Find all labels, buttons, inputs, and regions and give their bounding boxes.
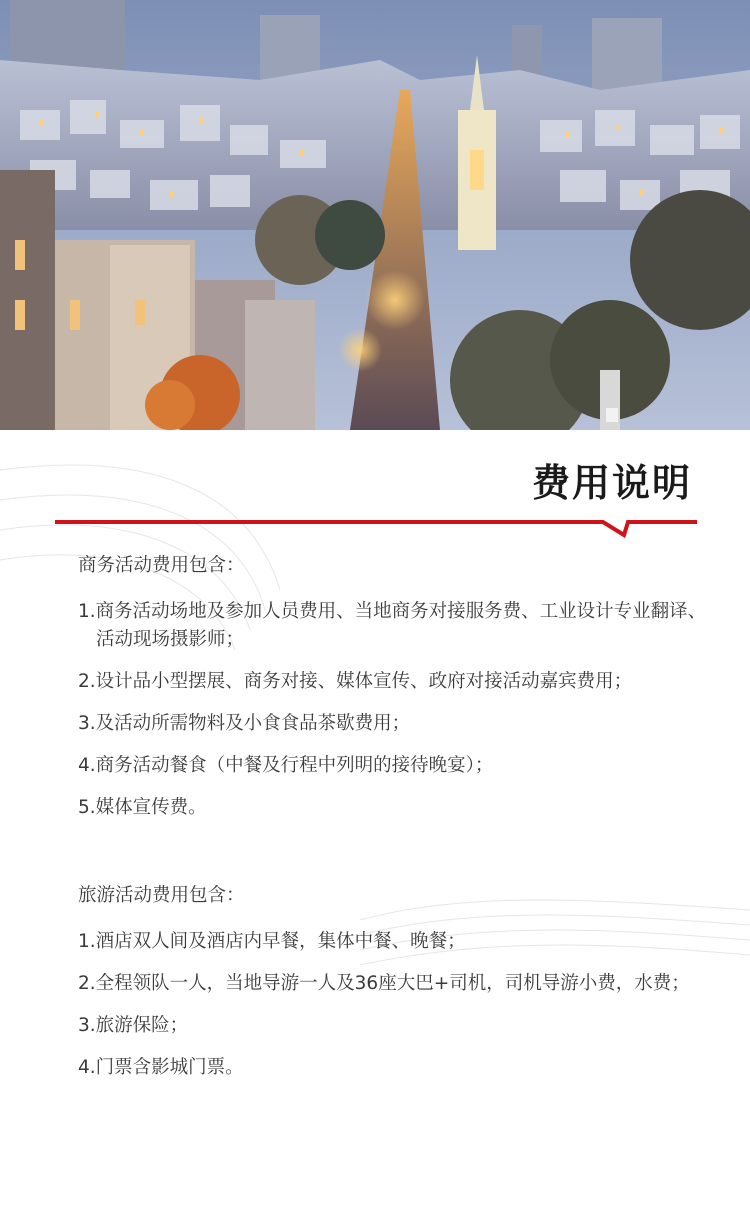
list-item: 1.商务活动场地及参加人员费用、当地商务对接服务费、工业设计专业翻译、活动现场摄影师； [78, 601, 707, 650]
list-item: 4.商务活动餐食（中餐及行程中列明的接待晚宴）； [78, 755, 494, 776]
list-item: 3.旅游保险； [78, 1015, 189, 1036]
section-spacer [78, 836, 708, 882]
page-title: 费用说明 [531, 461, 692, 505]
business-fees-heading: 商务活动费用包含： [78, 555, 245, 576]
list-item: 3.及活动所需物料及小食食品茶歇费用； [78, 713, 411, 734]
list-item: 2.全程领队一人，当地导游一人及36座大巴+司机，司机导游小费，水费； [78, 973, 690, 994]
list-item: 1.酒店双人间及酒店内早餐，集体中餐、晚餐； [78, 931, 466, 952]
list-item: 4.门票含影城门票。 [78, 1057, 244, 1078]
travel-fees-heading: 旅游活动费用包含： [78, 885, 245, 906]
fee-description [78, 552, 708, 1096]
list-item: 5.媒体宣传费。 [78, 797, 207, 818]
list-item: 2.设计品小型摆展、商务对接、媒体宣传、政府对接活动嘉宾费用； [78, 671, 633, 692]
